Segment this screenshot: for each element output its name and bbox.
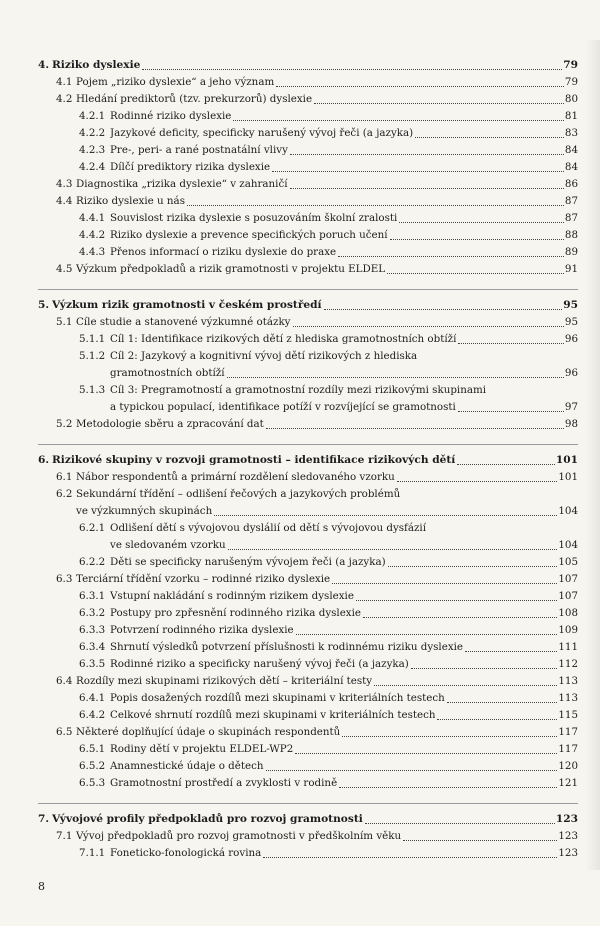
toc-leader-dots — [332, 579, 557, 584]
toc-entry-row[interactable] — [38, 622, 578, 639]
toc-entry-row[interactable] — [38, 176, 578, 193]
toc-entry-number: 4.4 — [56, 195, 73, 207]
toc-page-number: 101 — [555, 454, 578, 466]
toc-entry-number: 6.3.5 — [79, 658, 106, 670]
toc-entry-title: Výzkum předpokladů a rizik gramotnosti v projektu ELDEL — [76, 263, 386, 275]
toc-entry-title: Shrnutí výsledků potvrzení příslušnosti k rodinnému riziku dyslexie — [110, 641, 464, 653]
toc-leader-dots — [272, 167, 564, 172]
toc-entry-row[interactable] — [38, 331, 578, 348]
toc-page-number: 123 — [558, 847, 578, 859]
toc-entry-number: 6.2.1 — [79, 522, 106, 534]
toc-page-number: 95 — [564, 316, 578, 328]
toc-leader-dots — [411, 664, 558, 669]
toc-entry-number: 6.3.2 — [79, 607, 106, 619]
toc-page-number: 89 — [564, 246, 578, 258]
toc-page-number: 123 — [558, 830, 578, 842]
toc-entry-title: Anamnestické údaje o dětech — [110, 760, 264, 772]
toc-entry-row[interactable] — [38, 210, 578, 227]
toc-leader-dots — [214, 511, 557, 516]
toc-entry-text — [110, 348, 578, 382]
toc-entry-row[interactable] — [38, 91, 578, 108]
toc-page-number: 115 — [558, 709, 578, 721]
toc-entry-row[interactable] — [38, 159, 578, 176]
toc-entry-number: 6.3.3 — [79, 624, 106, 636]
toc-page-number: 83 — [564, 127, 578, 139]
toc-page-number: 113 — [558, 692, 578, 704]
toc-leader-dots — [399, 218, 564, 223]
toc-entry-number: 4.2 — [56, 93, 73, 105]
toc-entry-title: Hledání prediktorů (tzv. prekurzorů) dyslexie — [76, 93, 313, 105]
toc-leader-dots — [365, 819, 555, 824]
toc-leader-dots — [388, 562, 558, 567]
toc-chapter-row[interactable] — [38, 296, 578, 314]
toc-entry-title: Foneticko-fonologická rovina — [110, 847, 262, 859]
toc-entry-number: 4.4.2 — [79, 229, 106, 241]
toc-entry-number: 6.5.2 — [79, 760, 106, 772]
toc-entry-text — [110, 520, 578, 554]
toc-entry-title: Diagnostika „rizika dyslexie“ v zahraničí — [76, 178, 288, 190]
toc-leader-dots — [374, 681, 557, 686]
toc-entry-row[interactable] — [38, 605, 578, 622]
toc-entry-title: Souvislost rizika dyslexie s posuzováním školní zralosti — [110, 212, 398, 224]
toc-entry-title: Popis dosažených rozdílů mezi skupinami v kriteriálních testech — [110, 692, 445, 704]
toc-entry-number: 5.1.3 — [79, 384, 106, 396]
toc-page-number: 101 — [558, 471, 578, 483]
toc-entry-row[interactable] — [38, 261, 578, 278]
toc-entry-number: 4.2.3 — [79, 144, 106, 156]
toc-leader-dots — [342, 732, 557, 737]
toc-page-number: 91 — [564, 263, 578, 275]
toc-entry-number: 7.1.1 — [79, 847, 106, 859]
toc-entry-title: Riziko dyslexie u nás — [76, 195, 185, 207]
toc-page-number: 88 — [564, 229, 578, 241]
toc-entry-title: Některé doplňující údaje o skupinách respondentů — [76, 726, 341, 738]
toc-leader-dots — [276, 82, 564, 87]
toc-entry-number: 6.4.2 — [79, 709, 106, 721]
toc-entry-number: 4.2.1 — [79, 110, 106, 122]
toc-leader-dots — [339, 783, 557, 788]
toc-entry-title: Rodiny dětí v projektu ELDEL-WP2 — [110, 743, 294, 755]
toc-page-number: 109 — [558, 624, 578, 636]
toc-entry-continuation — [110, 537, 578, 554]
toc-entry-title-cont: ve výzkumných skupinách — [76, 505, 213, 517]
toc-leader-dots — [447, 698, 558, 703]
toc-entry-row[interactable] — [38, 469, 578, 486]
page-edge-shadow — [586, 40, 600, 870]
toc-entry-title: Nábor respondentů a primární rozdělení sledovaného vzorku — [76, 471, 395, 483]
toc-page-number: 117 — [558, 726, 578, 738]
toc-entry-text — [76, 486, 578, 520]
toc-leader-dots — [266, 424, 564, 429]
toc-page-number: 79 — [563, 59, 578, 71]
toc-entry-row[interactable] — [38, 588, 578, 605]
toc-entry-number: 4.1 — [56, 76, 73, 88]
page-number: 8 — [38, 880, 45, 893]
toc-entry-row[interactable] — [38, 571, 578, 588]
toc-leader-dots — [457, 460, 555, 465]
toc-page-number: 96 — [564, 333, 578, 345]
toc-leader-dots — [458, 407, 564, 412]
toc-entry-continuation — [76, 503, 578, 520]
toc-entry-row[interactable] — [38, 244, 578, 261]
toc-entry-number: 4.4.1 — [79, 212, 106, 224]
toc-entry-title: Postupy pro zpřesnění rodinného rizika dyslexie — [110, 607, 361, 619]
toc-entry-number: 6.2.2 — [79, 556, 106, 568]
toc-entry-title: Rodinné riziko a specificky narušený vývoj řeči (a jazyka) — [110, 658, 409, 670]
toc-entry-text — [110, 382, 578, 416]
toc-page-number: 97 — [564, 401, 578, 413]
toc-entry-title: Sekundární třídění – odlišení řečových a jazykových problémů — [76, 488, 401, 500]
toc-entry-number: 6.3.1 — [79, 590, 106, 602]
toc-leader-dots — [142, 65, 562, 70]
toc-entry-row[interactable] — [38, 348, 578, 382]
toc-entry-row[interactable] — [38, 845, 578, 862]
toc-entry-row[interactable] — [38, 707, 578, 724]
toc-entry-title-cont: ve sledovaném vzorku — [110, 539, 226, 551]
toc-leader-dots — [314, 99, 564, 104]
toc-page-number: 98 — [564, 418, 578, 430]
toc-section — [38, 803, 578, 862]
toc-page-number: 121 — [558, 777, 578, 789]
toc-leader-dots — [338, 252, 564, 257]
toc-page-number: 105 — [558, 556, 578, 568]
toc-leader-dots — [187, 201, 564, 206]
toc-entry-number: 4.4.3 — [79, 246, 106, 258]
toc-entry-number: 6.3 — [56, 573, 73, 585]
toc-page-number: 80 — [564, 93, 578, 105]
toc-chapter-title: Výzkum rizik gramotnosti v českém prostředí — [52, 299, 322, 311]
toc-entry-row[interactable] — [38, 314, 578, 331]
toc-entry-row[interactable] — [38, 656, 578, 673]
toc-entry-title: Gramotnostní prostředí a zvyklosti v rodině — [110, 777, 338, 789]
toc-entry-row[interactable] — [38, 142, 578, 159]
toc-entry-row[interactable] — [38, 125, 578, 142]
toc-page-number: 104 — [558, 539, 578, 551]
toc-entry-number: 6.3.4 — [79, 641, 106, 653]
toc-entry-title: Rozdíly mezi skupinami rizikových dětí – kriteriální testy — [76, 675, 373, 687]
toc-page-number: 84 — [564, 161, 578, 173]
toc-entry-title: Potvrzení rodinného rizika dyslexie — [110, 624, 294, 636]
toc-entry-number: 5.1.1 — [79, 333, 106, 345]
toc-leader-dots — [233, 116, 564, 121]
toc-entry-number: 5.2 — [56, 418, 73, 430]
toc-entry-number: 6.2 — [56, 488, 73, 500]
toc-section — [38, 289, 578, 433]
toc-entry-row[interactable] — [38, 673, 578, 690]
toc-entry-row[interactable] — [38, 108, 578, 125]
toc-chapter-title: Riziko dyslexie — [52, 59, 141, 71]
toc-entry-number: 4.2.2 — [79, 127, 106, 139]
toc-leader-dots — [227, 373, 564, 378]
toc-entry-title: Riziko dyslexie a prevence specifických poruch učení — [110, 229, 388, 241]
toc-entry-row[interactable] — [38, 227, 578, 244]
toc-entry-number: 5.1 — [56, 316, 73, 328]
toc-entry-number: 6.5.3 — [79, 777, 106, 789]
toc-leader-dots — [295, 749, 557, 754]
toc-entry-row[interactable] — [38, 775, 578, 792]
toc-chapter-title: Vývojové profily předpokladů pro rozvoj gramotnosti — [52, 813, 363, 825]
toc-entry-title: Celkové shrnutí rozdílů mezi skupinami v kriteriálních testech — [110, 709, 436, 721]
toc-page-number: 96 — [564, 367, 578, 379]
toc-entry-number: 6.5 — [56, 726, 73, 738]
toc-chapter-number: 7. — [38, 813, 50, 825]
toc-entry-title-cont: a typickou populací, identifikace potíží v rozvíjející se gramotnosti — [110, 401, 456, 413]
toc-leader-dots — [228, 545, 558, 550]
toc-chapter-number: 6. — [38, 454, 50, 466]
toc-leader-dots — [403, 836, 557, 841]
toc-entry-title: Jazykové deficity, specificky narušený vývoj řeči (a jazyka) — [110, 127, 414, 139]
table-of-contents — [38, 50, 578, 873]
toc-page-number: 111 — [558, 641, 578, 653]
toc-entry-title: Dílčí prediktory rizika dyslexie — [110, 161, 271, 173]
toc-entry-row[interactable] — [38, 486, 578, 520]
toc-entry-row[interactable] — [38, 724, 578, 741]
toc-entry-row[interactable] — [38, 690, 578, 707]
toc-entry-row[interactable] — [38, 639, 578, 656]
toc-entry-title: Pojem „riziko dyslexie“ a jeho význam — [76, 76, 275, 88]
toc-entry-number: 6.1 — [56, 471, 73, 483]
toc-leader-dots — [390, 235, 564, 240]
toc-entry-title: Cíl 3: Pregramotností a gramotnostní rozdíly mezi rizikovými skupinami — [110, 384, 487, 396]
toc-entry-title: Rodinné riziko dyslexie — [110, 110, 232, 122]
toc-page-number: 112 — [558, 658, 578, 670]
toc-leader-dots — [266, 766, 558, 771]
toc-entry-row[interactable] — [38, 554, 578, 571]
toc-chapter-number: 4. — [38, 59, 50, 71]
toc-leader-dots — [458, 339, 564, 344]
toc-entry-row[interactable] — [38, 193, 578, 210]
toc-entry-title: Cíl 2: Jazykový a kognitivní vývoj dětí rizikových z hlediska — [110, 350, 418, 362]
toc-entry-number: 6.4.1 — [79, 692, 106, 704]
toc-page-number: 117 — [558, 743, 578, 755]
toc-entry-row[interactable] — [38, 74, 578, 91]
toc-leader-dots — [437, 715, 557, 720]
toc-entry-title: Cíl 1: Identifikace rizikových dětí z hlediska gramotnostních obtíží — [110, 333, 457, 345]
toc-leader-dots — [387, 269, 564, 274]
toc-chapter-row[interactable] — [38, 56, 578, 74]
toc-entry-title: Odlišení dětí s vývojovou dyslálií od dětí s vývojovou dysfázií — [110, 522, 427, 534]
toc-entry-title: Vývoj předpokladů pro rozvoj gramotnosti v předškolním věku — [76, 830, 402, 842]
toc-entry-number: 7.1 — [56, 830, 73, 842]
toc-entry-title: Děti se specificky narušeným vývojem řeči (a jazyka) — [110, 556, 386, 568]
toc-chapter-row[interactable] — [38, 451, 578, 469]
toc-entry-title: Cíle studie a stanovené výzkumné otázky — [76, 316, 291, 328]
toc-page-number: 104 — [558, 505, 578, 517]
toc-page-number: 95 — [563, 299, 578, 311]
toc-page-number: 108 — [558, 607, 578, 619]
toc-section — [38, 444, 578, 792]
toc-leader-dots — [290, 184, 564, 189]
toc-leader-dots — [290, 150, 564, 155]
toc-page-number: 87 — [564, 212, 578, 224]
toc-chapter-row[interactable] — [38, 810, 578, 828]
toc-entry-continuation — [110, 399, 578, 416]
toc-leader-dots — [324, 305, 563, 310]
toc-entry-title-cont: gramotnostních obtíží — [110, 367, 225, 379]
toc-entry-row[interactable] — [38, 416, 578, 433]
toc-entry-number: 4.2.4 — [79, 161, 106, 173]
toc-leader-dots — [415, 133, 564, 138]
toc-chapter-title: Rizikové skupiny v rozvoji gramotnosti – identifikace rizikových dětí — [52, 454, 456, 466]
toc-entry-number: 4.3 — [56, 178, 73, 190]
toc-entry-row[interactable] — [38, 828, 578, 845]
toc-chapter-number: 5. — [38, 299, 50, 311]
toc-page-number: 81 — [564, 110, 578, 122]
toc-entry-number: 4.5 — [56, 263, 73, 275]
toc-leader-dots — [397, 477, 558, 482]
toc-page-number: 123 — [555, 813, 578, 825]
toc-entry-title: Vstupní nakládání s rodinným rizikem dyslexie — [110, 590, 354, 602]
toc-leader-dots — [356, 596, 557, 601]
toc-page-number: 120 — [558, 760, 578, 772]
toc-entry-title: Terciární třídění vzorku – rodinné riziko dyslexie — [76, 573, 331, 585]
toc-entry-row[interactable] — [38, 741, 578, 758]
toc-entry-continuation — [110, 365, 578, 382]
toc-section — [38, 50, 578, 278]
toc-entry-row[interactable] — [38, 520, 578, 554]
toc-leader-dots — [263, 853, 557, 858]
toc-leader-dots — [363, 613, 557, 618]
toc-entry-row[interactable] — [38, 382, 578, 416]
toc-entry-row[interactable] — [38, 758, 578, 775]
toc-page-number: 87 — [564, 195, 578, 207]
toc-entry-title: Metodologie sběru a zpracování dat — [76, 418, 264, 430]
toc-leader-dots — [293, 322, 564, 327]
toc-entry-number: 6.5.1 — [79, 743, 106, 755]
toc-entry-number: 5.1.2 — [79, 350, 106, 362]
toc-entry-title: Přenos informací o riziku dyslexie do praxe — [110, 246, 337, 258]
toc-leader-dots — [296, 630, 558, 635]
toc-page-number: 86 — [564, 178, 578, 190]
toc-entry-title: Pre-, peri- a rané postnatální vlivy — [110, 144, 288, 156]
toc-page-number: 107 — [558, 573, 578, 585]
toc-entry-number: 6.4 — [56, 675, 73, 687]
toc-page-number: 113 — [558, 675, 578, 687]
toc-page-number: 84 — [564, 144, 578, 156]
toc-leader-dots — [465, 647, 557, 652]
toc-page-number: 107 — [558, 590, 578, 602]
toc-page-number: 79 — [564, 76, 578, 88]
